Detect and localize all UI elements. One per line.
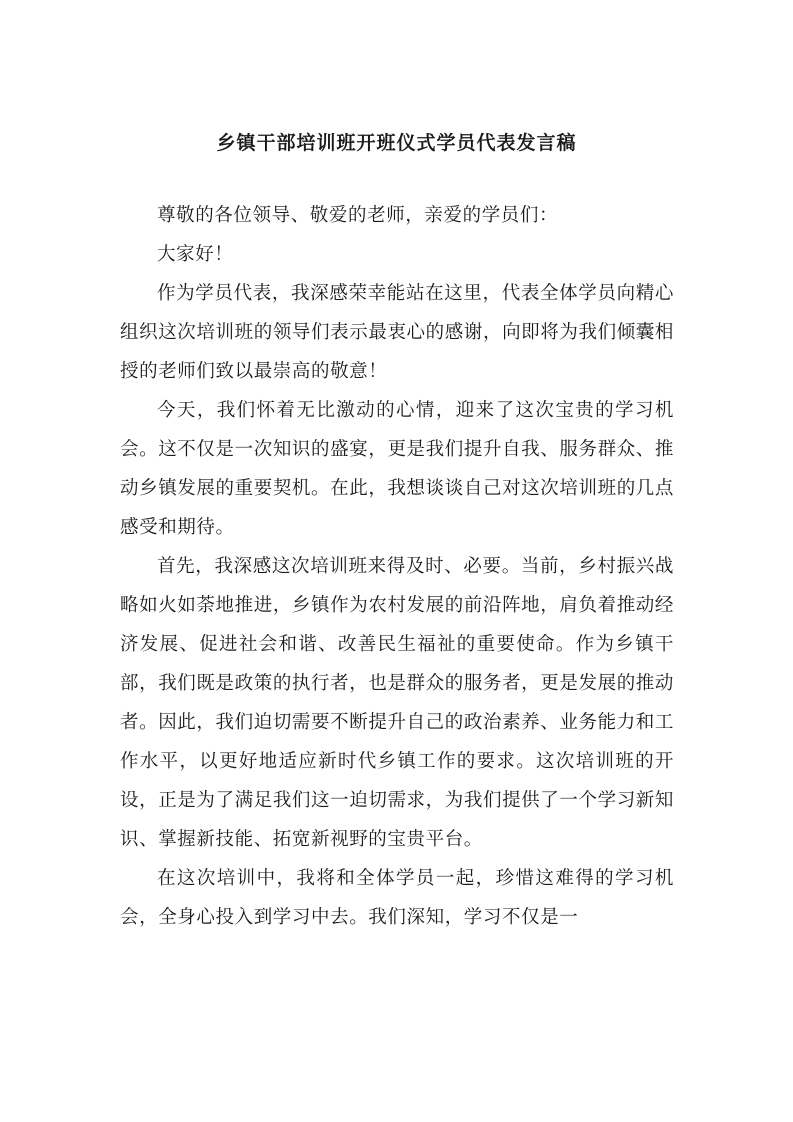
- document-title: 乡镇干部培训班开班仪式学员代表发言稿: [216, 132, 577, 154]
- body-paragraph: 首先，我深感这次培训班来得及时、必要。当前，乡村振兴战略如火如荼地推进，乡镇作为农村发展的前沿阵地，肩负着推动经济发展、促进社会和谐、改善民生福祉的重要使命。作为乡镇干部，我们既是政策的执行者，也是群众的服务者，更是发展的推动者。因此，我们迫切需要不断提升自己的政治素养、业务能力和工作水平，以更好地适应新时代乡镇工作的要求。这次培训班的开设，正是为了满足我们这一迫切需求，为我们提供了一个学习新知识、掌握新技能、拓宽新视野的宝贵平台。: [120, 556, 674, 850]
- body-paragraph: 作为学员代表，我深感荣幸能站在这里，代表全体学员向精心组织这次培训班的领导们表示最衷心的感谢，向即将为我们倾囊相授的老师们致以最崇高的敬意！: [120, 283, 674, 382]
- document-body: [120, 196, 674, 937]
- salutation-paragraph: 尊敬的各位领导、敬爱的老师，亲爱的学员们：: [157, 205, 559, 226]
- body-paragraph: 今天，我们怀着无比激动的心情，迎来了这次宝贵的学习机会。这不仅是一次知识的盛宴，更是我们提升自我、服务群众、推动乡镇发展的重要契机。在此，我想谈谈自己对这次培训班的几点感受和期待。: [120, 400, 674, 538]
- greeting-paragraph: 大家好！: [157, 244, 234, 265]
- body-paragraph: 在这次培训中，我将和全体学员一起，珍惜这难得的学习机会，全身心投入到学习中去。我们深知，学习不仅是一: [120, 868, 674, 928]
